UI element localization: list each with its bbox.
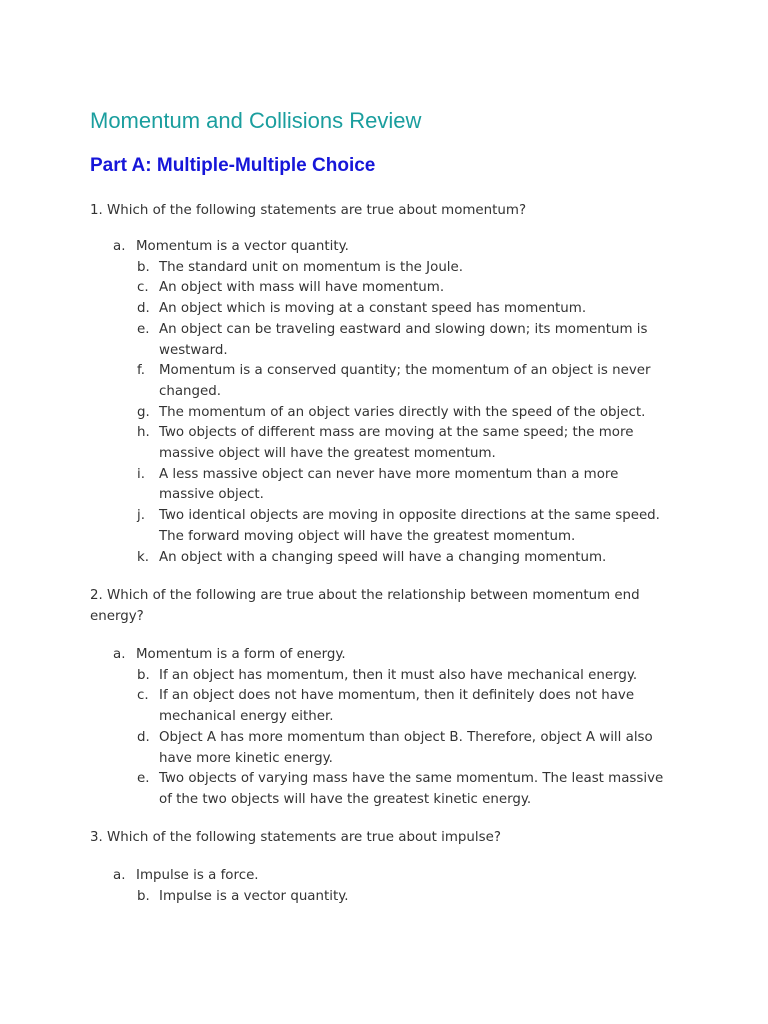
list-item (0, 299, 669, 320)
question-2-text: 2. Which of the following are true about the relationship between momentum end energy? (90, 588, 640, 624)
question-1-options (0, 237, 768, 568)
option-letter: k. (137, 549, 150, 565)
question-3-options (0, 866, 768, 907)
option-letter: a. (113, 868, 126, 883)
option-letter: e. (137, 321, 150, 337)
part-a-heading: Part A: Multiple-Multiple Choice (90, 155, 376, 176)
list-item (0, 320, 669, 361)
option-text: Momentum is a conserved quantity; the momentum of an object is never changed. (159, 363, 651, 399)
option-text: Impulse is a force. (136, 868, 259, 883)
question-2-options (0, 645, 768, 811)
option-letter: g. (137, 404, 150, 420)
option-text: A less massive object can never have more momentum than a more massive object. (159, 466, 619, 503)
list-item (0, 361, 669, 402)
option-text: Momentum is a form of energy. (136, 647, 346, 662)
option-letter: f. (137, 363, 145, 379)
option-letter: a. (113, 239, 126, 254)
option-text: If an object does not have momentum, then it definitely does not have mechanical energy either. (159, 688, 635, 725)
list-item (0, 866, 646, 887)
option-text: Momentum is a vector quantity. (136, 239, 349, 254)
list-item (0, 258, 669, 279)
option-text: An object with mass will have momentum. (159, 280, 445, 296)
option-text: An object can be traveling eastward and slowing down; its momentum is westward. (159, 321, 648, 358)
list-item (0, 548, 669, 569)
list-item (0, 465, 669, 506)
list-item (0, 506, 669, 547)
option-text: Two objects of varying mass have the same momentum. The least massive of the two objects will have the greatest kinetic energy. (159, 771, 664, 807)
list-item (0, 403, 669, 424)
list-item (0, 686, 669, 727)
option-letter: b. (137, 888, 150, 904)
option-letter: i. (137, 466, 145, 482)
option-text: Two identical objects are moving in opposite directions at the same speed. The forward moving object will have the greatest momentum. (159, 508, 660, 544)
list-item (0, 645, 646, 666)
option-text: Object A has more momentum than object B. Therefore, object A will also have more kinetic energy. (159, 729, 653, 766)
option-letter: b. (137, 259, 150, 275)
option-text: Impulse is a vector quantity. (159, 888, 349, 904)
list-item (0, 666, 669, 687)
option-text: Two objects of different mass are moving at the same speed; the more massive object will have the greatest momentum. (159, 425, 634, 462)
option-letter: a. (113, 647, 126, 662)
option-letter: d. (137, 301, 150, 317)
question-3-text: 3. Which of the following statements are true about impulse? (90, 830, 501, 845)
list-item (0, 887, 669, 908)
option-text: If an object has momentum, then it must also have mechanical energy. (159, 667, 638, 683)
question-1-text: 1. Which of the following statements are true about momentum? (90, 203, 527, 218)
list-item (0, 237, 646, 258)
option-letter: h. (137, 425, 150, 441)
list-item (0, 728, 669, 769)
list-item (0, 769, 669, 810)
option-letter: c. (137, 280, 149, 296)
option-text: The momentum of an object varies directly with the speed of the object. (159, 404, 646, 420)
option-letter: j. (137, 508, 145, 524)
option-letter: b. (137, 667, 150, 683)
list-item (0, 423, 669, 464)
option-text: An object which is moving at a constant speed has momentum. (159, 301, 587, 317)
option-letter: c. (137, 688, 149, 704)
list-item (0, 278, 669, 299)
option-letter: e. (137, 771, 150, 787)
option-letter: d. (137, 729, 150, 745)
option-text: The standard unit on momentum is the Joule. (159, 259, 464, 275)
document-title: Momentum and Collisions Review (90, 108, 422, 133)
option-text: An object with a changing speed will have a changing momentum. (159, 549, 607, 565)
